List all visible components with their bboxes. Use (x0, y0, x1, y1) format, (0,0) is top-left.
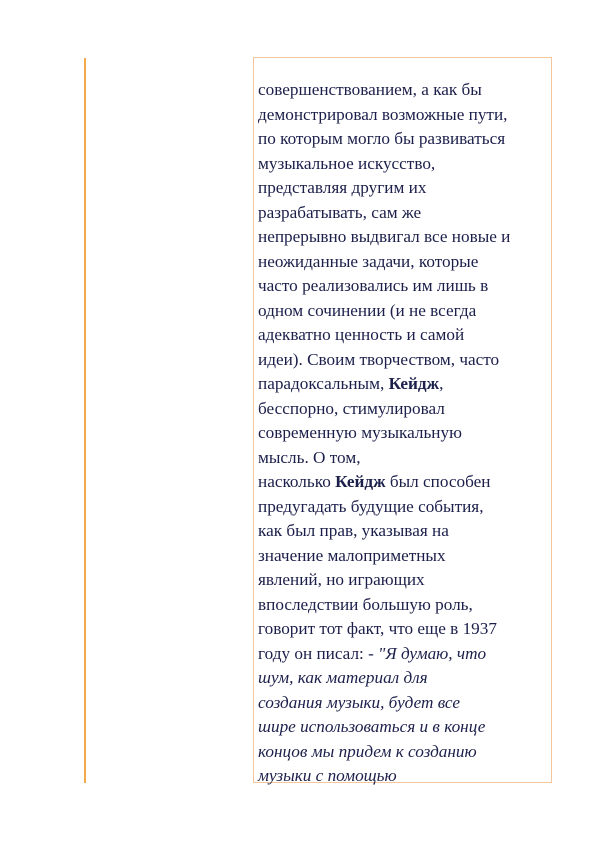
text-line (258, 421, 550, 446)
quote-text: концов мы придем к созданию (258, 741, 477, 761)
text-line (258, 103, 550, 128)
text-line (258, 470, 550, 495)
text-line (258, 691, 550, 716)
document-text (258, 78, 550, 789)
text-segment: неожиданные задачи, которые (258, 251, 479, 271)
quote-text: музыки с помощью (258, 766, 397, 785)
text-line (258, 323, 550, 348)
quote-text: шире использоваться и в конце (258, 717, 486, 736)
text-segment: идеи). Своим творчеством, часто (258, 349, 500, 369)
quote-text: "Я думаю, что (378, 643, 487, 663)
text-line (258, 176, 550, 201)
text-segment: впоследствии большую роль, (258, 594, 473, 614)
text-line (258, 201, 550, 226)
text-line (258, 715, 550, 740)
text-segment: одном сочинении (и не всегда (258, 300, 477, 320)
text-line (258, 397, 550, 422)
text-segment: насколько (258, 472, 336, 491)
text-line (258, 495, 550, 520)
text-segment: явлений, но играющих (258, 570, 425, 589)
text-segment: значение малоприметных (258, 545, 446, 565)
text-segment: современную музыкальную (258, 423, 462, 442)
text-segment: непрерывно выдвигал все новые и (258, 227, 511, 246)
text-line (258, 152, 550, 177)
text-line (258, 372, 550, 397)
quote-text: создания музыки, будет все (258, 692, 460, 712)
text-line (258, 544, 550, 569)
text-line (258, 78, 550, 103)
text-segment: совершенствованием, а как бы (258, 80, 482, 99)
text-line (258, 250, 550, 275)
text-segment: музыкальное искусство, (258, 153, 436, 173)
text-segment: часто реализовались им лишь в (258, 276, 489, 295)
text-segment: парадоксальным, (258, 374, 389, 393)
quote-text: шум, как материал для (258, 668, 428, 687)
text-segment: мысль. О том, (258, 447, 361, 467)
text-segment: предугадать будущие события, (258, 496, 484, 516)
bold-name: Кейдж (335, 472, 386, 491)
text-segment: демонстрировал возможные пути, (258, 104, 508, 124)
text-segment: был способен (385, 472, 491, 491)
text-segment: по которым могло бы развиваться (258, 129, 506, 148)
bold-name: Кейдж (388, 374, 440, 393)
text-line (258, 593, 550, 618)
text-segment: году он писал: - (258, 643, 379, 663)
text-segment: представляя другим их (258, 178, 427, 197)
text-line (258, 740, 550, 765)
text-segment: бесспорно, стимулировал (258, 398, 445, 418)
text-line (258, 348, 550, 373)
text-segment: , (439, 374, 444, 393)
text-line (258, 127, 550, 152)
text-line (258, 274, 550, 299)
text-line (258, 642, 550, 667)
text-segment: адекватно ценность и самой (258, 325, 465, 344)
text-line (258, 764, 550, 789)
text-line (258, 666, 550, 691)
text-line (258, 225, 550, 250)
text-segment: как был прав, указывая на (258, 521, 449, 540)
text-line (258, 299, 550, 324)
text-segment: говорит тот факт, что еще в 1937 (258, 619, 497, 638)
text-line (258, 446, 550, 471)
text-line (258, 617, 550, 642)
text-line (258, 568, 550, 593)
left-margin-rule (84, 58, 86, 783)
text-line (258, 519, 550, 544)
text-segment: разрабатывать, сам же (258, 202, 422, 222)
